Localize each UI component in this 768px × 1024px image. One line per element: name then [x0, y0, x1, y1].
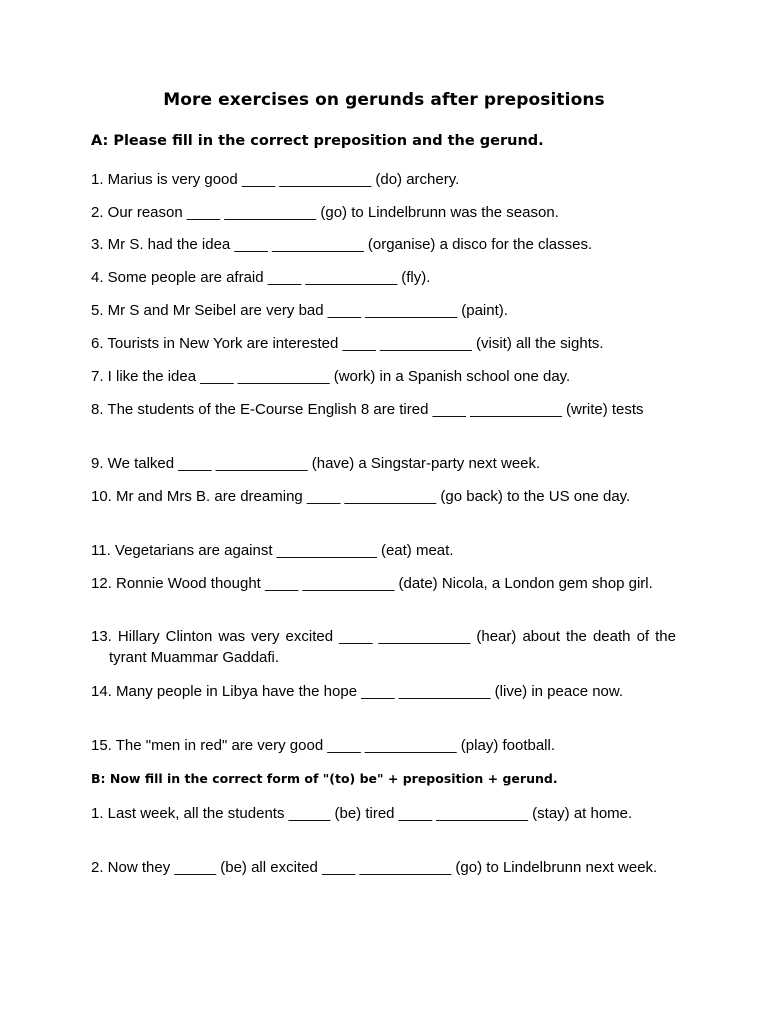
section-a-heading: A: Please fill in the correct preposition and the gerund.: [91, 133, 544, 149]
exercise-a-13: 13. Hillary Clinton was very excited ____ ___________ (hear) about the death of the tyrant Muammar Gaddafi.: [91, 628, 676, 666]
exercise-a-15: 15. The "men in red" are very good ____ ___________ (play) football.: [91, 737, 556, 754]
exercise-a-4: 4. Some people are afraid ____ ___________ (fly).: [91, 269, 431, 286]
page-title: More exercises on gerunds after prepositions: [163, 90, 605, 110]
exercise-a-3: 3. Mr S. had the idea ____ ___________ (organise) a disco for the classes.: [91, 236, 593, 253]
exercise-b-1: 1. Last week, all the students _____ (be) tired ____ ___________ (stay) at home.: [91, 805, 633, 822]
exercise-a-8: 8. The students of the E-Course English 8 are tired ____ ___________ (write) tests: [91, 401, 644, 418]
exercise-a-9: 9. We talked ____ ___________ (have) a Singstar-party next week.: [91, 455, 541, 472]
exercise-a-6: 6. Tourists in New York are interested ____ ___________ (visit) all the sights.: [91, 335, 604, 352]
exercise-a-14: 14. Many people in Libya have the hope ____ ___________ (live) in peace now.: [91, 683, 624, 700]
exercise-a-7: 7. I like the idea ____ ___________ (work) in a Spanish school one day.: [91, 368, 571, 385]
exercise-a-1: 1. Marius is very good ____ ___________ (do) archery.: [91, 171, 460, 188]
exercise-a-5: 5. Mr S and Mr Seibel are very bad ____ ___________ (paint).: [91, 302, 508, 319]
exercise-a-10: 10. Mr and Mrs B. are dreaming ____ ___________ (go back) to the US one day.: [91, 488, 631, 505]
exercise-a-11: 11. Vegetarians are against ____________ (eat) meat.: [91, 542, 454, 559]
section-b-heading: B: Now fill in the correct form of "(to) be" + preposition + gerund.: [91, 771, 558, 786]
exercise-a-12: 12. Ronnie Wood thought ____ ___________ (date) Nicola, a London gem shop girl.: [91, 575, 653, 592]
exercise-a-2: 2. Our reason ____ ___________ (go) to Lindelbrunn was the season.: [91, 204, 559, 221]
exercise-b-2: 2. Now they _____ (be) all excited ____ ___________ (go) to Lindelbrunn next week.: [91, 859, 658, 876]
